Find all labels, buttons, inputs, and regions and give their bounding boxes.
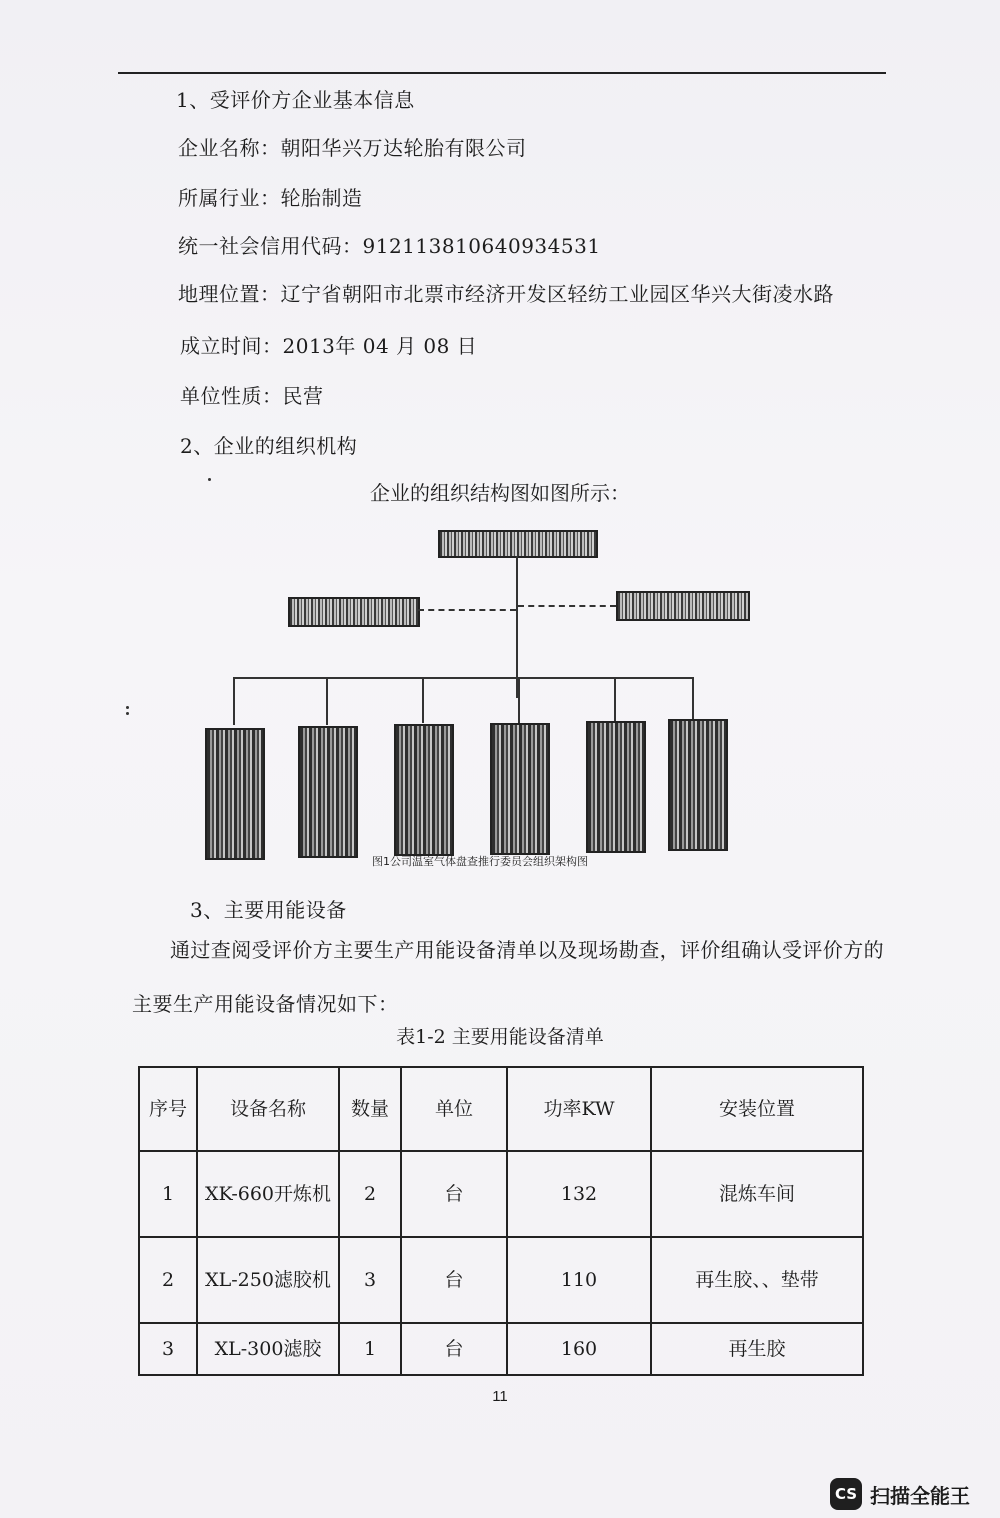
location: 地理位置：辽宁省朝阳市北票市经济开发区轻纺工业园区华兴大街凌水路 <box>178 282 834 306</box>
org-connector <box>518 677 520 723</box>
section3-heading: 3、主要用能设备 <box>190 898 347 922</box>
section2-heading: 2、企业的组织机构 <box>180 434 358 458</box>
org-department-box <box>668 719 728 851</box>
table-row <box>139 1237 863 1323</box>
org-connector <box>692 677 694 719</box>
org-department-box <box>394 724 454 856</box>
table-header-cell: 数量 <box>339 1067 401 1151</box>
watermark-text: 扫描全能王 <box>870 1483 970 1508</box>
org-connector <box>326 677 328 725</box>
org-box-right-label <box>618 593 748 619</box>
page-number: 11 <box>492 1388 508 1405</box>
org-connector <box>233 677 693 679</box>
table-header-cell: 单位 <box>401 1067 507 1151</box>
table-cell: 混炼车间 <box>651 1151 863 1237</box>
table-cell: 再生胶、、垫带 <box>651 1237 863 1323</box>
speck <box>126 712 129 715</box>
table-cell: 2 <box>339 1151 401 1237</box>
section3-paragraph-line2: 主要生产用能设备情况如下： <box>132 992 399 1016</box>
table-cell: 2 <box>139 1237 197 1323</box>
speck <box>126 706 129 709</box>
org-connector <box>422 677 424 723</box>
org-connector <box>233 677 235 725</box>
table-header-cell: 功率KW <box>507 1067 651 1151</box>
org-connector <box>518 605 616 607</box>
org-department-label <box>670 721 726 849</box>
org-department-box <box>298 726 358 858</box>
table-header-cell: 设备名称 <box>197 1067 339 1151</box>
org-department-label <box>207 730 263 858</box>
camscanner-logo-icon: CS <box>830 1478 862 1510</box>
org-department-box <box>586 721 646 853</box>
org-box-left-label <box>290 599 418 625</box>
org-box-top <box>438 530 598 558</box>
founded-date: 成立时间：2013年 04 月 08 日 <box>180 334 478 358</box>
table-cell: 110 <box>507 1237 651 1323</box>
credit-code: 统一社会信用代码：912113810640934531 <box>178 234 601 258</box>
org-department-label <box>492 725 548 853</box>
org-department-box <box>205 728 265 860</box>
table-cell: 1 <box>139 1151 197 1237</box>
org-department-box <box>490 723 550 855</box>
org-box-right <box>616 591 750 621</box>
table-cell: 3 <box>139 1323 197 1375</box>
org-box-left <box>288 597 420 627</box>
section1-heading: 1、受评价方企业基本信息 <box>176 88 415 112</box>
table-cell: 160 <box>507 1323 651 1375</box>
org-department-label <box>588 723 644 851</box>
table-cell: XL-250滤胶机 <box>197 1237 339 1323</box>
org-department-label <box>300 728 356 856</box>
table-title: 表1-2 主要用能设备清单 <box>396 1026 604 1048</box>
table-cell: 3 <box>339 1237 401 1323</box>
org-department-label <box>396 726 452 854</box>
company-nature: 单位性质：民营 <box>180 384 324 408</box>
org-chart <box>200 525 760 870</box>
table-cell: 132 <box>507 1151 651 1237</box>
header-rule <box>118 72 886 74</box>
org-box-top-label <box>440 532 596 556</box>
org-connector <box>614 677 616 721</box>
table-cell: 台 <box>401 1323 507 1375</box>
table-cell: 台 <box>401 1151 507 1237</box>
table-cell: XK-660开炼机 <box>197 1151 339 1237</box>
table-header-cell: 序号 <box>139 1067 197 1151</box>
org-chart-caption: 图1公司温室气体盘查推行委员会组织架构图 <box>372 855 588 868</box>
table-cell: XL-300滤胶 <box>197 1323 339 1375</box>
company-name: 企业名称：朝阳华兴万达轮胎有限公司 <box>178 136 527 160</box>
table-row <box>139 1323 863 1375</box>
industry: 所属行业：轮胎制造 <box>178 186 363 210</box>
scanner-watermark <box>830 1478 970 1510</box>
org-connector <box>418 609 516 611</box>
table-cell: 1 <box>339 1323 401 1375</box>
table-cell: 台 <box>401 1237 507 1323</box>
section3-paragraph-line1: 通过查阅受评价方主要生产用能设备清单以及现场勘查，评价组确认受评价方的 <box>170 938 884 962</box>
equipment-table <box>138 1066 864 1376</box>
org-chart-intro: 企业的组织结构图如图所示： <box>370 481 630 505</box>
table-header-row <box>139 1067 863 1151</box>
table-row <box>139 1151 863 1237</box>
table-header-cell: 安装位置 <box>651 1067 863 1151</box>
table-cell: 再生胶 <box>651 1323 863 1375</box>
